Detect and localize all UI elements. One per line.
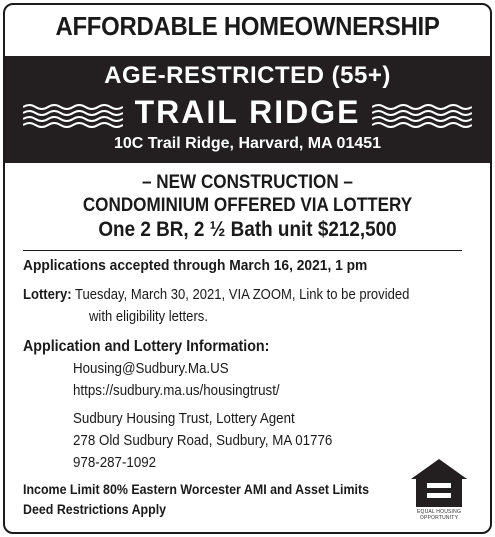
applications-deadline: Applications accepted through March 16, 2021, 1 pm xyxy=(23,257,368,274)
agent-phone: 978-287-1092 xyxy=(73,455,157,471)
page-title: AFFORDABLE HOMEOWNERSHIP xyxy=(55,11,440,41)
lottery-line xyxy=(23,286,473,304)
income-limit-note: Income Limit 80% Eastern Worcester AMI and Asset Limits xyxy=(23,482,370,497)
community-name: TRAIL RIDGE xyxy=(134,94,361,130)
property-address: 10C Trail Ridge, Harvard, MA 01451 xyxy=(113,135,382,152)
lottery-agent: Sudbury Housing Trust, Lottery Agent xyxy=(73,411,295,427)
ad-frame xyxy=(3,3,492,534)
lottery-details-continued: with eligibility letters. xyxy=(89,309,208,325)
contact-email[interactable]: Housing@Sudbury.Ma.US xyxy=(73,361,229,377)
unit-price-heading: One 2 BR, 2 ½ Bath unit $212,500 xyxy=(98,218,397,241)
deed-restriction-note: Deed Restrictions Apply xyxy=(23,502,167,517)
lottery-offer-heading: CONDOMINIUM OFFERED VIA LOTTERY xyxy=(82,195,413,216)
age-restriction-label: AGE-RESTRICTED (55+) xyxy=(104,62,391,89)
equal-housing-logo-text: EQUAL HOUSING OPPORTUNITY xyxy=(416,509,462,521)
agent-address: 278 Old Sudbury Road, Sudbury, MA 01776 xyxy=(73,433,333,449)
title-banner xyxy=(5,56,490,163)
info-heading: Application and Lottery Information: xyxy=(23,338,270,355)
lottery-label: Lottery: xyxy=(23,287,72,303)
wave-decoration-right-icon xyxy=(372,102,472,128)
contact-url[interactable]: https://sudbury.ma.us/housingtrust/ xyxy=(73,383,280,399)
lottery-details: Tuesday, March 30, 2021, VIA ZOOM, Link to be provided xyxy=(74,287,410,303)
new-construction-heading: – NEW CONSTRUCTION – xyxy=(142,172,353,193)
divider xyxy=(23,250,462,251)
